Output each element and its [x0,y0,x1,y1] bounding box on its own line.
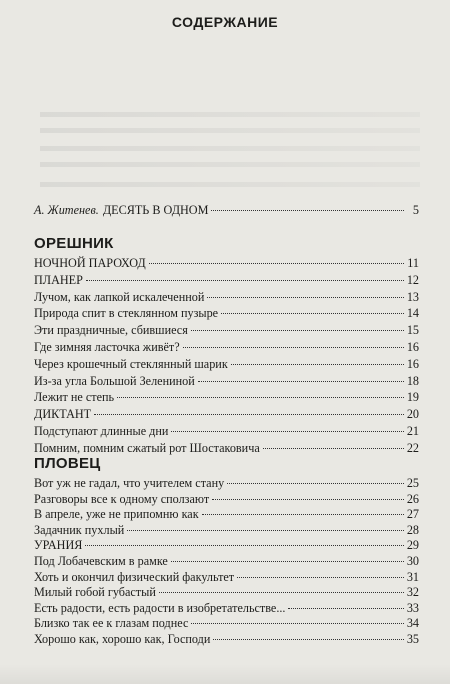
show-through [40,146,420,151]
dot-leader [231,364,404,365]
dot-leader [263,448,404,449]
page-number: 31 [406,569,419,584]
entry-title: Под Лобачевским в рамке [34,554,168,568]
entry-title: Природа спит в стеклянном пузыре [34,306,219,321]
entry-title: ДИКТАНТ [34,407,92,422]
toc-entry [34,632,419,647]
dot-leader [237,577,404,578]
page-number: 18 [406,373,419,388]
dot-leader [212,499,404,500]
section-heading-plovets: ПЛОВЕЦ [34,455,101,472]
toc-entry [34,323,419,338]
page-number: 12 [406,272,419,287]
intro-title: ДЕСЯТЬ В ОДНОМ [102,203,209,217]
toc-entry [34,390,419,405]
show-through [40,182,420,187]
page-number: 30 [406,554,419,568]
show-through [40,128,420,133]
show-through [40,162,420,167]
dot-leader [288,608,403,609]
dot-leader [207,297,403,298]
dot-leader [227,483,404,484]
entry-title: В апреле, уже не припомню как [34,507,199,522]
page-number: 19 [406,390,419,405]
toc-entry [34,441,419,456]
toc-entry [34,554,419,569]
entry-title: Хорошо как, хорошо как, Господи [34,632,211,646]
entry-title: Хоть и окончил физический факультет [34,569,235,584]
entry-title: Милый гобой губастый [34,585,156,600]
toc-intro-entry [34,203,419,218]
page-number: 34 [406,616,419,631]
entry-title: ПЛАНЕР [34,272,83,287]
dot-leader [159,592,404,593]
dot-leader [94,414,404,415]
toc-entry [34,256,419,271]
page-number: 15 [406,323,419,338]
page-number: 16 [406,340,419,354]
entry-title: Разговоры все к одному сползают [34,491,210,506]
page-number: 33 [406,600,419,615]
dot-leader [221,313,404,314]
page-number: 26 [406,491,419,506]
page-number: 29 [406,538,419,553]
page-number: 22 [406,440,419,455]
page-number: 16 [406,356,419,371]
entry-title: Лежит не степь [34,390,115,405]
toc-entry [34,273,419,288]
toc-entry [34,306,419,321]
toc-entry [34,407,419,422]
page-number: 11 [407,256,419,270]
dot-leader [86,280,404,281]
toc-entry [34,538,419,553]
dot-leader [127,530,404,531]
dot-leader [183,347,404,348]
page-number: 35 [406,632,419,646]
dot-leader [202,514,404,515]
toc-entry [34,340,419,355]
toc-entry [34,601,419,616]
page-number: 14 [406,306,419,321]
dot-leader [171,561,404,562]
page-number: 21 [406,424,419,438]
toc-entry [34,290,419,305]
dot-leader [85,545,403,546]
entry-title: УРАНИЯ [34,538,83,553]
entry-title: Есть радости, есть радости в изобретательстве... [34,600,286,615]
intro-author: А. Житенев. [34,203,99,217]
dot-leader [171,431,403,432]
dot-leader [191,623,403,624]
toc-entry [34,585,419,600]
dot-leader [149,263,404,264]
entry-title: Вот уж не гадал, что учителем стану [34,476,225,490]
page-edge-shadow [0,664,450,684]
page-number: 32 [406,585,419,600]
entry-title: Эти праздничные, сбившиеся [34,323,188,338]
toc-entry [34,507,419,522]
toc-entry [34,523,419,538]
entry-title: Где зимняя ласточка живёт? [34,340,180,354]
page-title: СОДЕРЖАНИЕ [171,14,279,30]
toc-entry [34,492,419,507]
dot-leader [198,381,404,382]
toc-entry [34,424,419,439]
entry-title: Лучом, как лапкой искалеченной [34,289,205,304]
entry-title: Близко так ее к глазам поднес [34,616,189,631]
page-number: 25 [406,476,419,490]
entry-title: Подступают длинные дни [34,424,169,438]
entry-title: НОЧНОЙ ПАРОХОД [34,256,146,270]
toc-entry [34,570,419,585]
show-through [40,112,420,117]
dot-leader [213,639,403,640]
page-number: 5 [412,203,419,217]
toc-entry [34,374,419,389]
section-heading-oreshnik: ОРЕШНИК [34,235,114,252]
dot-leader [191,330,404,331]
page-number: 28 [406,522,419,537]
dot-leader [117,397,404,398]
entry-title: Помним, помним сжатый рот Шостаковича [34,440,260,455]
entry-title: Через крошечный стеклянный шарик [34,356,228,371]
entry-title: Из-за угла Большой Зелениной [34,373,195,388]
toc-entry [34,357,419,372]
toc-entry [34,616,419,631]
toc-entry [34,476,419,491]
page-number: 13 [406,289,419,304]
dot-leader [211,210,404,211]
page-number: 27 [406,507,419,522]
entry-title: Задачник пухлый [34,522,125,537]
page-number: 20 [406,407,419,422]
